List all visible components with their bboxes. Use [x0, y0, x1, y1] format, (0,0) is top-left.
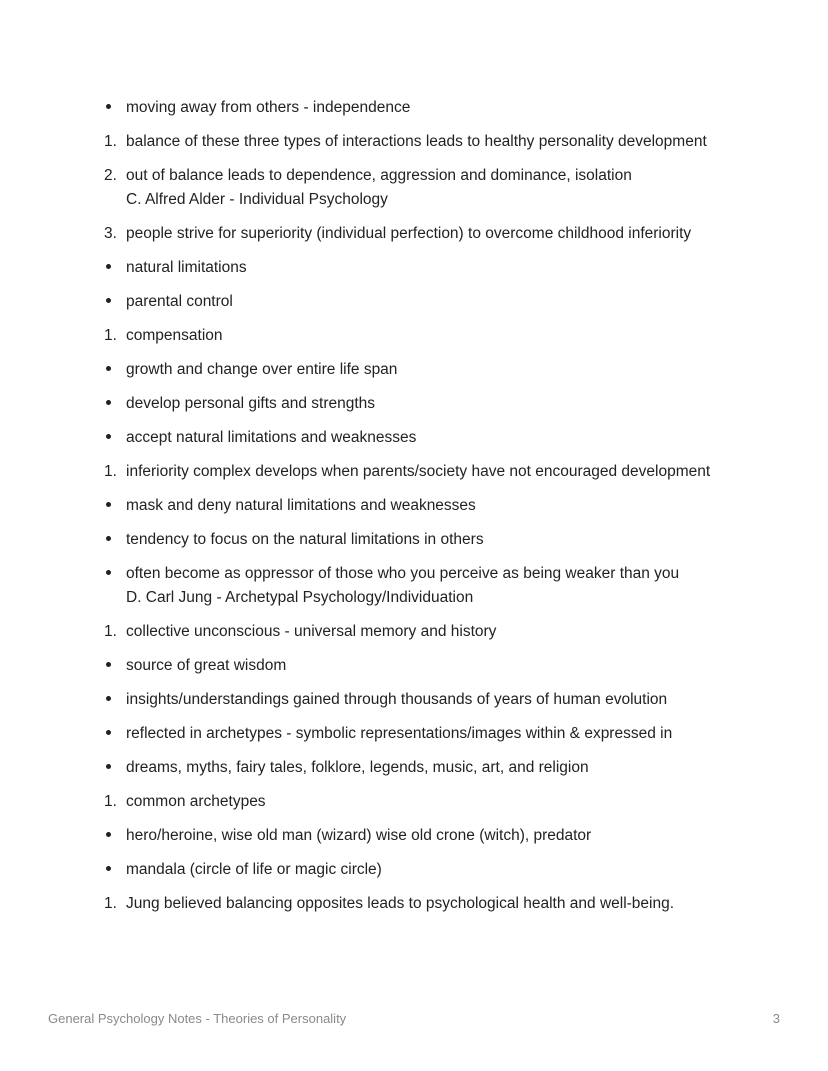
list-item: [126, 392, 726, 416]
bullet-icon: [106, 392, 126, 416]
list-number: 2.: [104, 167, 117, 184]
bullet-icon: [106, 562, 126, 586]
list-item: [126, 96, 726, 120]
page-number: 3: [772, 1011, 780, 1026]
list-item: [126, 654, 726, 678]
list-item-text: parental control: [126, 293, 233, 310]
list-item-text: reflected in archetypes - symbolic representations/images within & expressed in: [126, 725, 673, 742]
notes-list: [0, 96, 828, 926]
list-item-text: inferiority complex develops when parents/society have not encouraged development: [126, 463, 711, 480]
list-number: 1.: [104, 327, 117, 344]
list-item-text: out of balance leads to dependence, aggression and dominance, isolation: [126, 167, 632, 184]
list-item-text: Jung believed balancing opposites leads to psychological health and well-being.: [126, 895, 675, 912]
list-item-text: source of great wisdom: [126, 657, 287, 674]
list-item: [126, 426, 726, 450]
list-item: [126, 528, 726, 552]
bullet-icon: [106, 824, 126, 848]
list-item: [126, 858, 726, 882]
list-item-text: mandala (circle of life or magic circle): [126, 861, 382, 878]
list-item: [104, 892, 726, 916]
list-item: [126, 562, 726, 610]
list-item: [126, 290, 726, 314]
section-heading: C. Alfred Alder - Individual Psychology: [126, 191, 388, 208]
list-item-text: often become as oppressor of those who you perceive as being weaker than you: [126, 565, 680, 582]
list-number: 1.: [104, 793, 117, 810]
list-item: [126, 824, 726, 848]
section-heading: D. Carl Jung - Archetypal Psychology/Individuation: [126, 589, 474, 606]
list-item: [104, 164, 726, 212]
list-item-text: people strive for superiority (individual perfection) to overcome childhood inferiority: [126, 225, 692, 242]
list-number: 1.: [104, 463, 117, 480]
bullet-icon: [106, 858, 126, 882]
bullet-icon: [106, 722, 126, 746]
list-item-text: develop personal gifts and strengths: [126, 395, 376, 412]
list-item-text: dreams, myths, fairy tales, folklore, legends, music, art, and religion: [126, 759, 589, 776]
list-item: [104, 130, 726, 154]
list-item: [126, 358, 726, 382]
list-item-text: insights/understandings gained through thousands of years of human evolution: [126, 691, 668, 708]
list-number: 1.: [104, 133, 117, 150]
list-item: [126, 688, 726, 712]
list-item: [126, 256, 726, 280]
bullet-icon: [106, 688, 126, 712]
bullet-icon: [106, 358, 126, 382]
bullet-icon: [106, 528, 126, 552]
footer-title: General Psychology Notes - Theories of Personality: [48, 1011, 347, 1026]
list-item-text: collective unconscious - universal memory and history: [126, 623, 497, 640]
list-item: [104, 620, 726, 644]
list-item-text: tendency to focus on the natural limitations in others: [126, 531, 484, 548]
bullet-icon: [106, 256, 126, 280]
list-item: [104, 790, 726, 814]
list-item-text: accept natural limitations and weaknesses: [126, 429, 417, 446]
list-number: 3.: [104, 225, 117, 242]
list-number: 1.: [104, 895, 117, 912]
bullet-icon: [106, 654, 126, 678]
list-item-text: mask and deny natural limitations and weaknesses: [126, 497, 476, 514]
list-number: 1.: [104, 623, 117, 640]
bullet-icon: [106, 96, 126, 120]
list-item-text: balance of these three types of interactions leads to healthy personality development: [126, 133, 707, 150]
list-item-text: compensation: [126, 327, 223, 344]
list-item-text: growth and change over entire life span: [126, 361, 398, 378]
list-item: [126, 494, 726, 518]
bullet-icon: [106, 494, 126, 518]
list-item: [126, 756, 726, 780]
list-item-text: common archetypes: [126, 793, 266, 810]
bullet-icon: [106, 426, 126, 450]
bullet-icon: [106, 756, 126, 780]
list-item: [104, 222, 726, 246]
bullet-icon: [106, 290, 126, 314]
list-item-text: natural limitations: [126, 259, 247, 276]
list-item-text: hero/heroine, wise old man (wizard) wise old crone (witch), predator: [126, 827, 592, 844]
list-item: [104, 324, 726, 348]
list-item: [126, 722, 726, 746]
list-item-text: moving away from others - independence: [126, 99, 411, 116]
list-item: [104, 460, 726, 484]
